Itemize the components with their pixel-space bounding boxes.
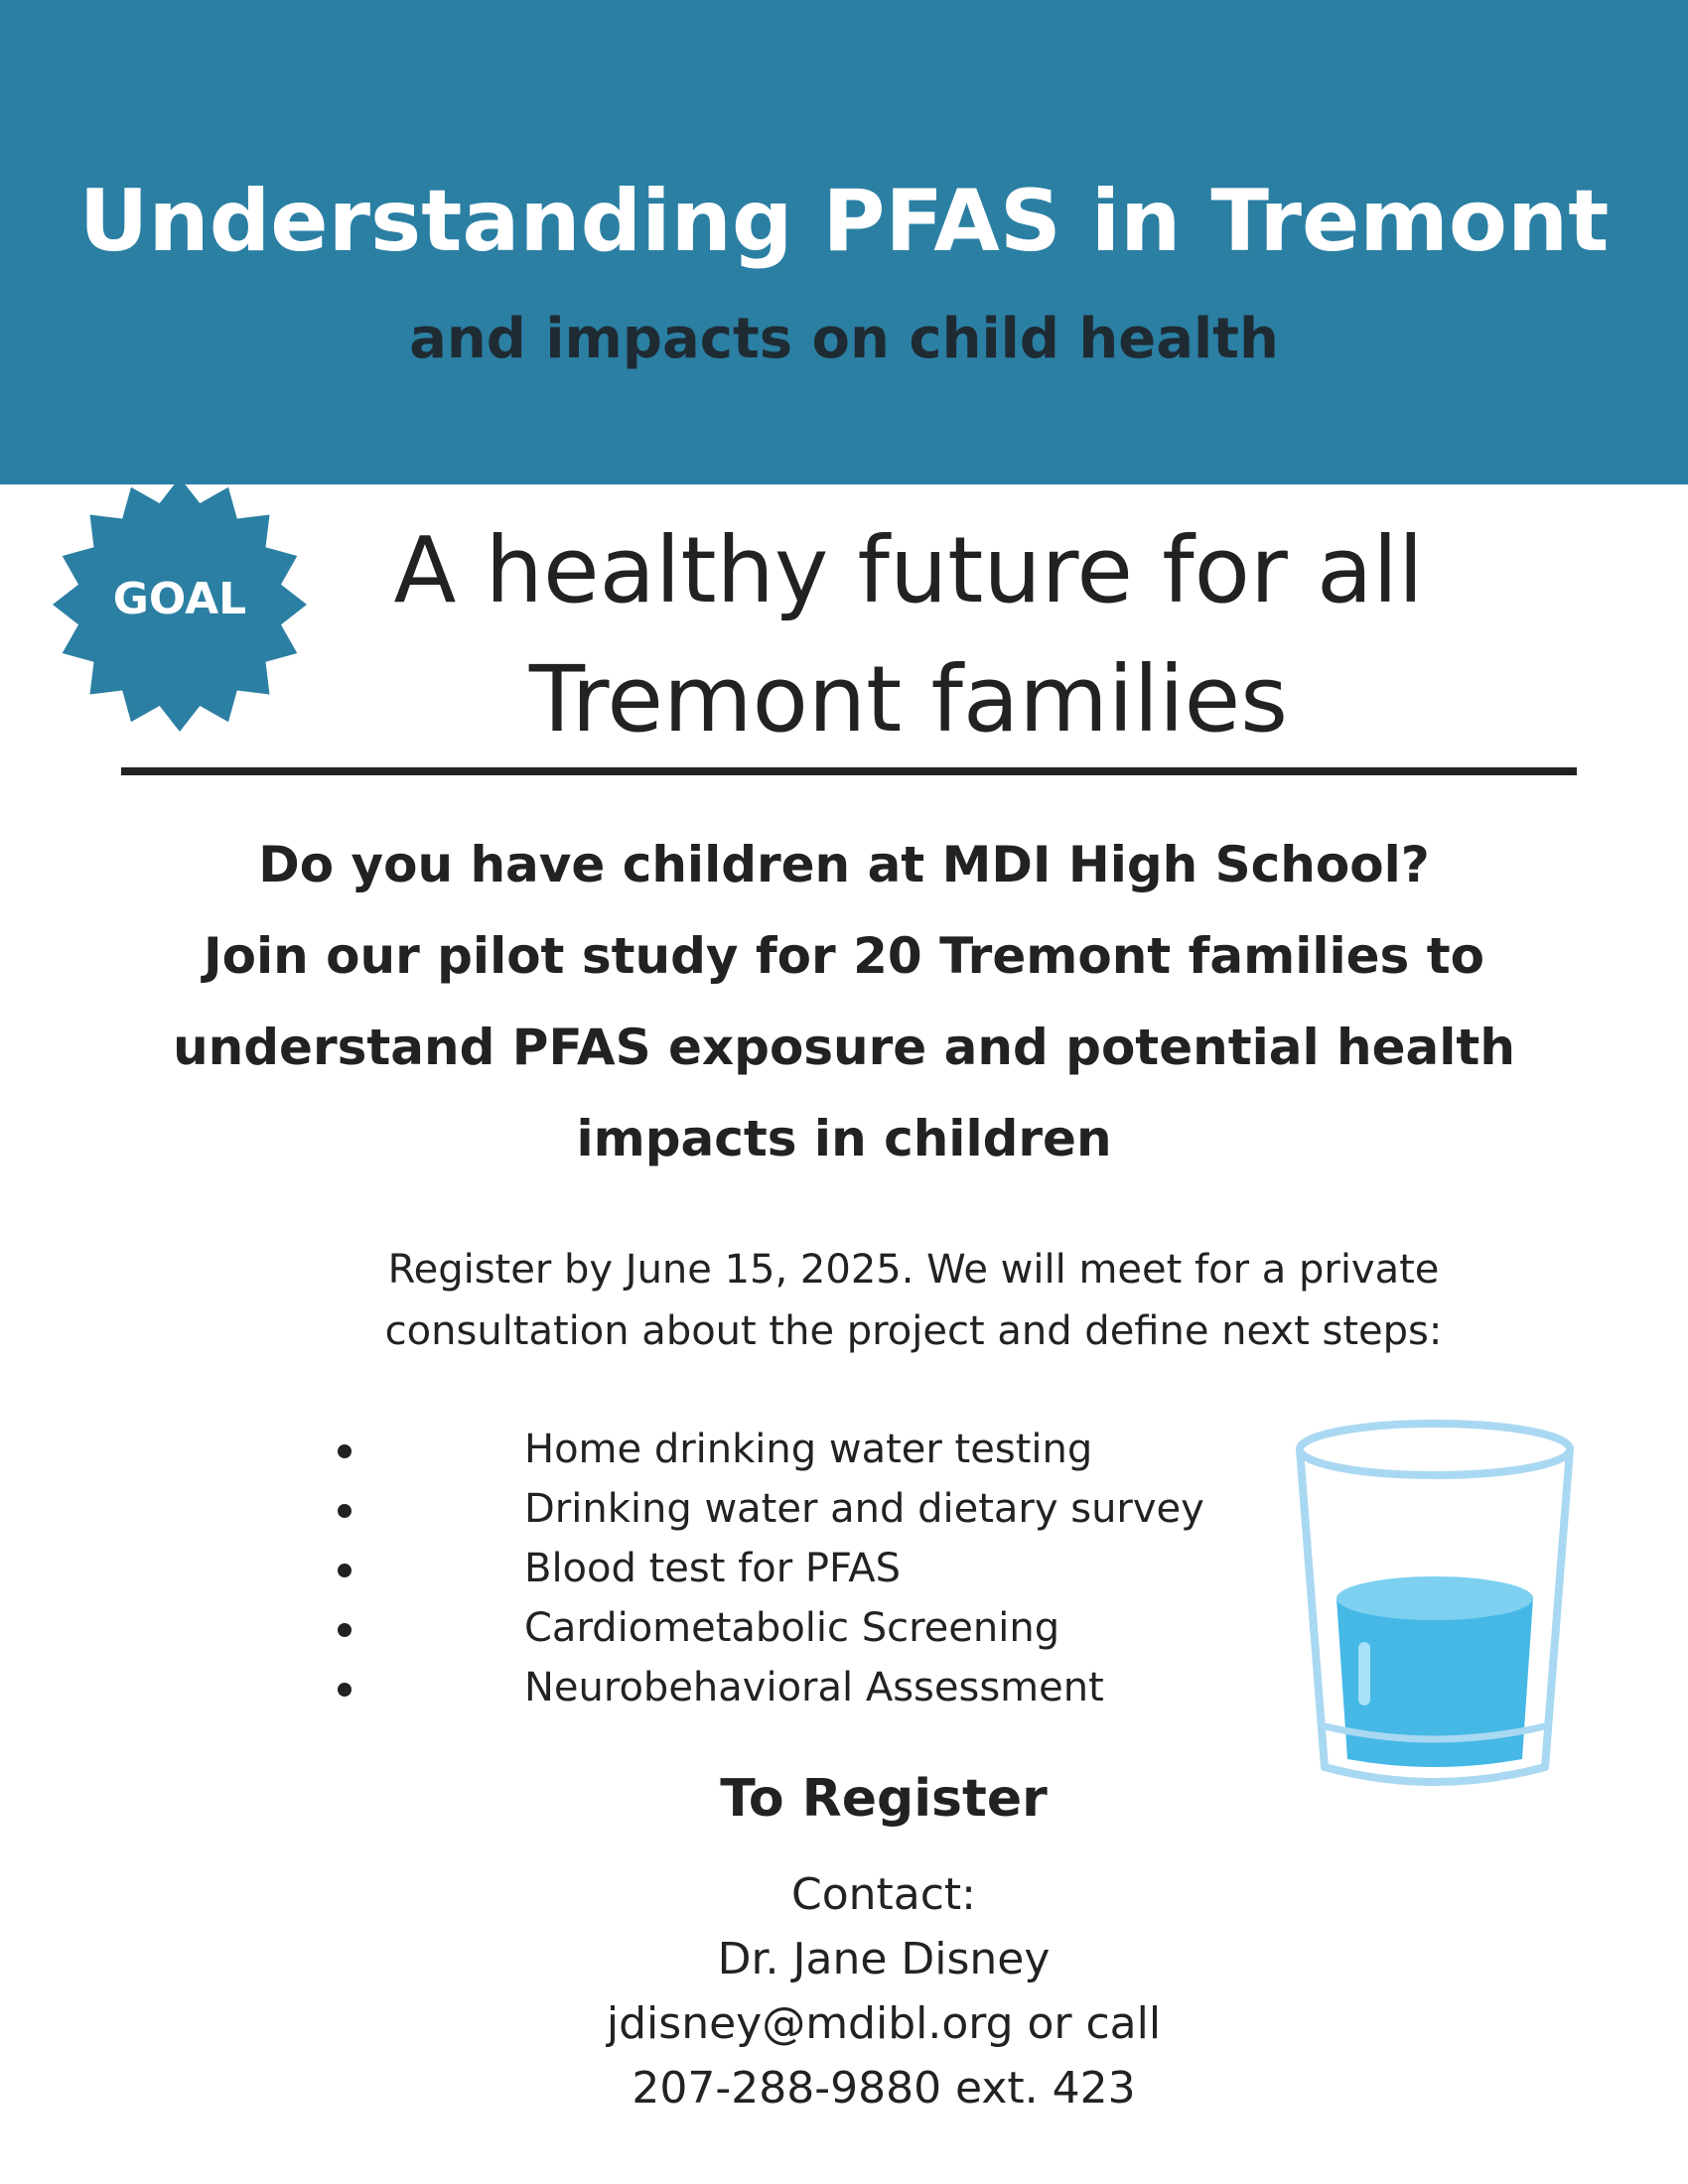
question-line-2: Join our pilot study for 20 Tremont families to: [204, 927, 1484, 985]
page-title: Understanding PFAS in Tremont: [78, 172, 1610, 271]
list-item-label: Drinking water and dietary survey: [524, 1486, 1204, 1532]
list-item: [328, 1598, 1281, 1658]
register-heading: To Register: [720, 1769, 1048, 1829]
section-divider: [121, 767, 1577, 775]
list-item: [328, 1539, 1281, 1598]
list-item: [328, 1479, 1281, 1539]
list-item: [328, 1420, 1281, 1479]
list-item-label: Cardiometabolic Screening: [524, 1605, 1060, 1651]
next-steps-list: [328, 1420, 1281, 1717]
bullet-icon: [338, 1683, 352, 1697]
contact-email[interactable]: jdisney@mdibl.org or call: [606, 1998, 1162, 2049]
question-line-3: understand PFAS exposure and potential health: [173, 1019, 1515, 1076]
contact-label: Contact:: [790, 1869, 976, 1920]
bullet-icon: [338, 1444, 352, 1458]
question-line-1: Do you have children at MDI High School?: [258, 836, 1430, 893]
header-banner: [0, 0, 1688, 484]
goal-line-2: Tremont families: [528, 646, 1289, 752]
list-item: [328, 1658, 1281, 1717]
bullet-icon: [338, 1504, 352, 1518]
contact-name: Dr. Jane Disney: [717, 1934, 1051, 1984]
goal-badge-label: GOAL: [112, 574, 247, 624]
bullet-icon: [338, 1623, 352, 1637]
page-subtitle: and impacts on child health: [409, 307, 1279, 371]
contact-info: [487, 1862, 1281, 2120]
registration-line-2: consultation about the project and define next steps:: [384, 1308, 1443, 1354]
list-item-label: Home drinking water testing: [524, 1427, 1093, 1472]
goal-statement: [328, 506, 1489, 764]
goal-line-1: A healthy future for all: [393, 517, 1424, 623]
list-item-label: Neurobehavioral Assessment: [524, 1665, 1104, 1710]
question-line-4: impacts in children: [576, 1110, 1112, 1167]
contact-phone[interactable]: 207-288-9880 ext. 423: [632, 2063, 1136, 2114]
registration-line-1: Register by June 15, 2025. We will meet for a private: [387, 1247, 1440, 1293]
list-item-label: Blood test for PFAS: [524, 1546, 902, 1591]
water-glass-icon: [1291, 1410, 1579, 1807]
study-question: [99, 819, 1589, 1184]
registration-details: [298, 1239, 1529, 1362]
bullet-icon: [338, 1564, 352, 1577]
